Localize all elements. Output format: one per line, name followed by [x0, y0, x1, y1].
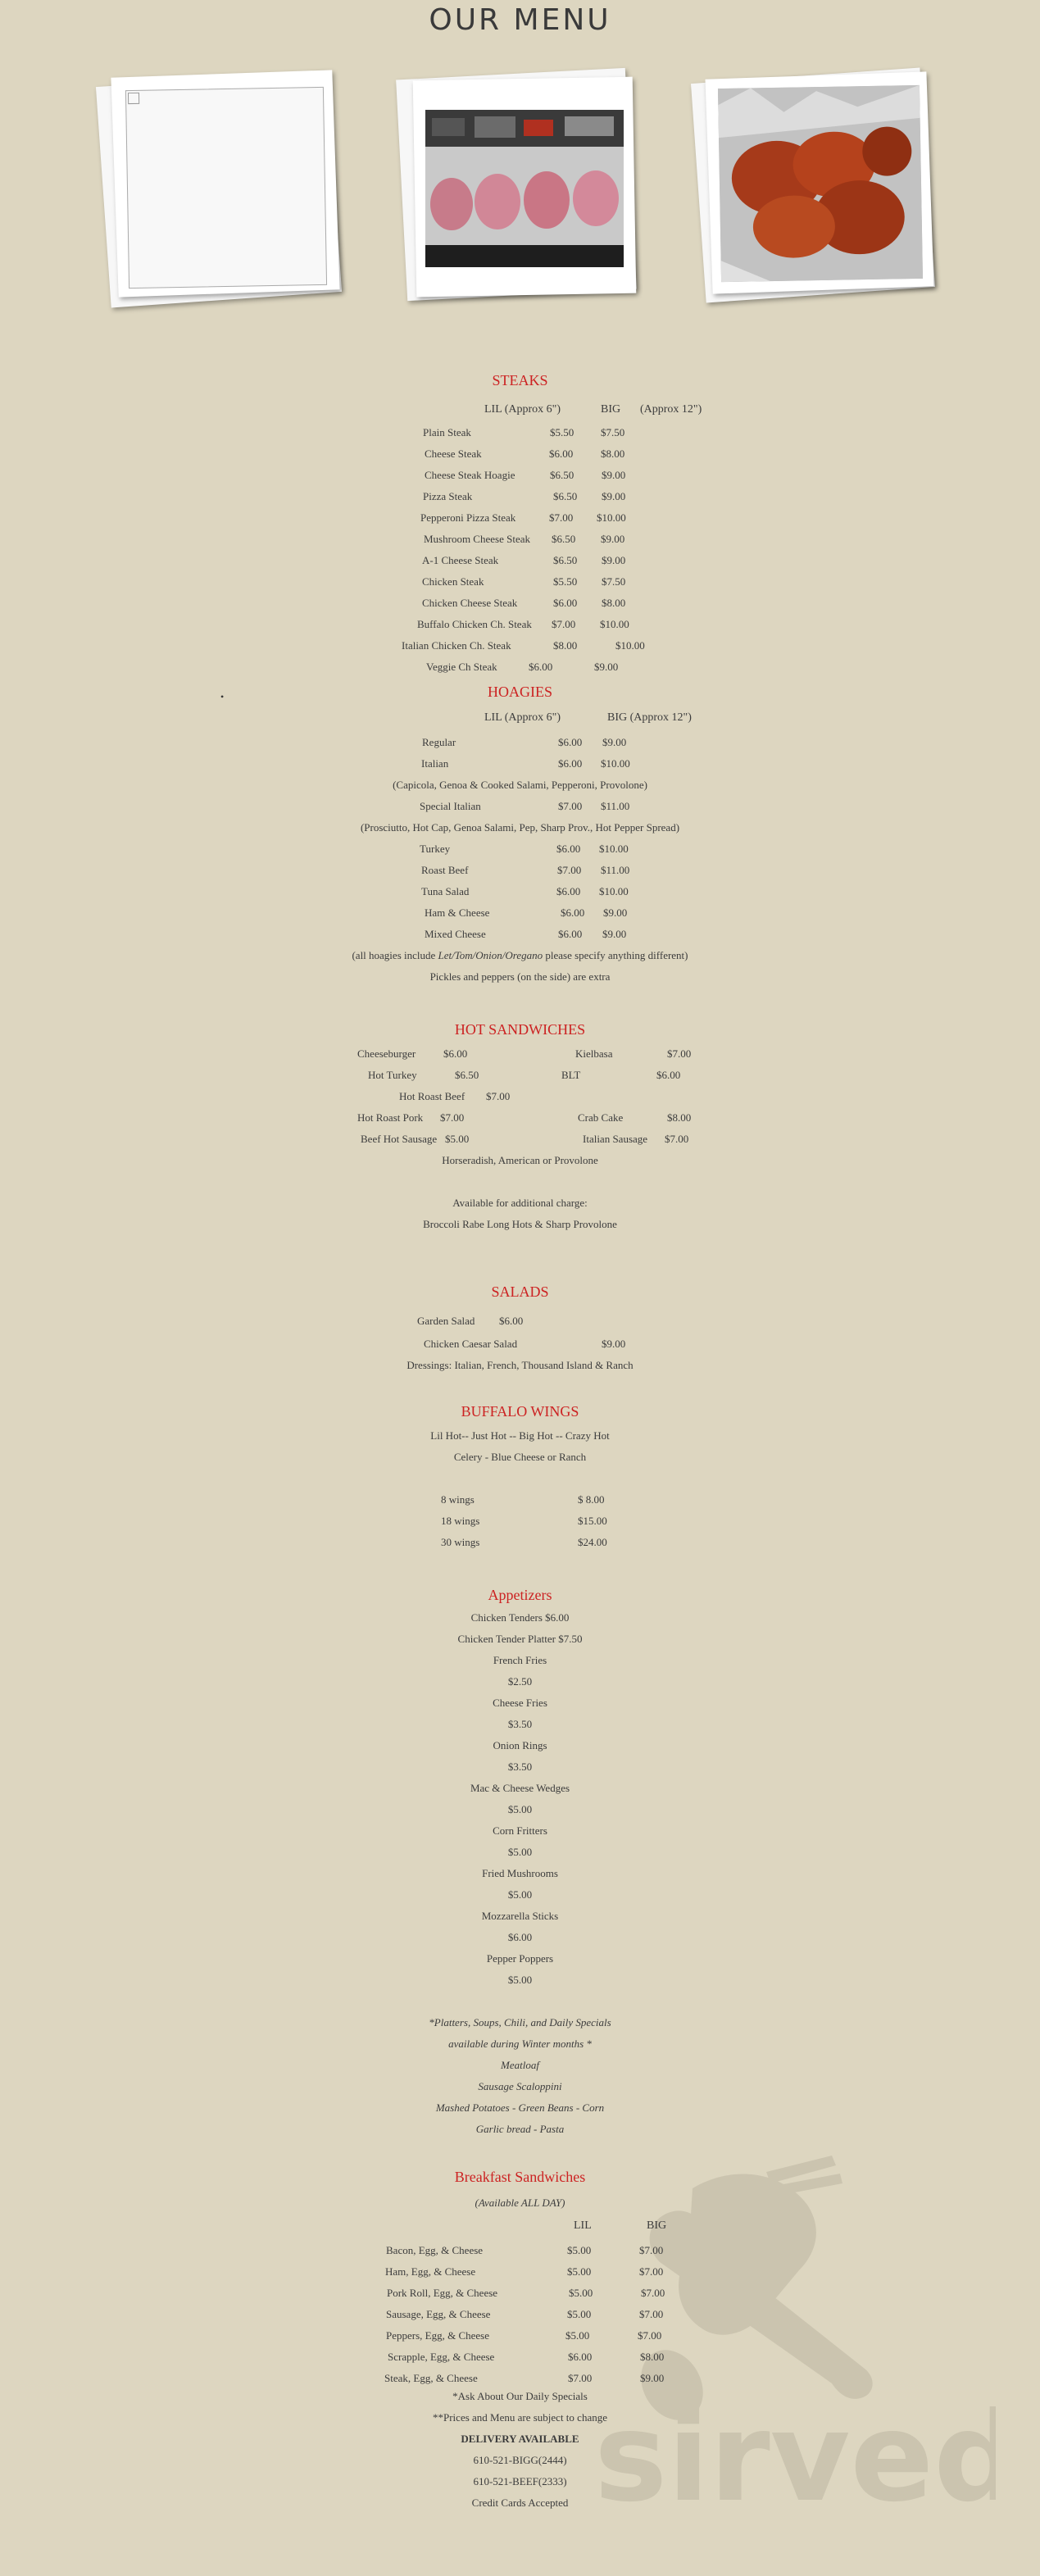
- menu-item-price-big: $8.00: [601, 448, 625, 460]
- menu-item-price: $7.00: [440, 1111, 465, 1124]
- appetizer-line: Cheese Fries: [493, 1697, 547, 1709]
- menu-item-name: Cheese Steak: [425, 448, 482, 460]
- menu-item-name: Hot Turkey: [368, 1069, 417, 1081]
- menu-item-name: Hot Roast Beef: [399, 1090, 466, 1102]
- menu-item-name: Buffalo Chicken Ch. Steak: [417, 618, 532, 630]
- menu-item-price-big: $11.00: [601, 864, 630, 876]
- hoagies-header-big: BIG (Approx 12"): [607, 711, 692, 724]
- menu-item-price-lil: $6.50: [552, 533, 576, 545]
- menu-item-price-lil: $7.00: [558, 800, 583, 812]
- special-italian-note: (Prosciutto, Hot Cap, Genoa Salami, Pep, Sharp Prov., Hot Pepper Spread): [360, 821, 680, 834]
- steak-tray-photo: [425, 110, 624, 267]
- appetizer-line: $2.50: [507, 1675, 533, 1688]
- menu-item-price-lil: $7.00: [549, 511, 574, 524]
- photo-placeholder: [125, 87, 327, 288]
- menu-item-name: Cheeseburger: [357, 1047, 416, 1060]
- buffalo-wings-photo: [718, 85, 923, 282]
- menu-item-name: Turkey: [420, 843, 451, 855]
- menu-item-price-big: $9.00: [594, 661, 619, 673]
- pickles-note: Pickles and peppers (on the side) are extra: [429, 970, 611, 983]
- phone-number-2[interactable]: 610-521-BEEF(2333): [473, 2475, 567, 2487]
- menu-item-name: Ham & Cheese: [425, 906, 490, 919]
- menu-item-name: Italian Sausage: [583, 1133, 648, 1145]
- menu-item-price-big: $9.00: [640, 2372, 665, 2384]
- menu-item-name: Chicken Caesar Salad: [424, 1338, 518, 1350]
- menu-item-price-big: $9.00: [601, 533, 625, 545]
- menu-item-price-lil: $5.00: [565, 2329, 590, 2342]
- menu-item-price-lil: $8.00: [553, 639, 578, 652]
- menu-item-price-big: $7.00: [639, 2308, 664, 2320]
- hoagies-header-lil: LIL (Approx 6"): [484, 711, 561, 724]
- menu-item-name: Special Italian: [420, 800, 481, 812]
- menu-item-price: $7.00: [667, 1047, 692, 1060]
- menu-item-price-big: $7.00: [641, 2287, 665, 2299]
- menu-item-name: BLT: [561, 1069, 581, 1081]
- prices-note: **Prices and Menu are subject to change: [433, 2411, 607, 2424]
- breakfast-heading: Breakfast Sandwiches: [454, 2169, 586, 2185]
- watermark-text: sirved: [594, 2387, 996, 2508]
- specials-line: Mashed Potatoes - Green Beans - Corn: [435, 2101, 605, 2114]
- appetizer-line: $5.00: [507, 1888, 533, 1901]
- menu-item-price-big: $10.00: [597, 511, 626, 524]
- menu-item-price-lil: $6.00: [558, 736, 583, 748]
- specials-line: available during Winter months *: [448, 2038, 592, 2050]
- phone-number-1[interactable]: 610-521-BIGG(2444): [473, 2454, 567, 2466]
- appetizer-line: Fried Mushrooms: [482, 1867, 558, 1879]
- menu-item-price-lil: $6.50: [553, 554, 578, 566]
- menu-item-name: Hot Roast Pork: [357, 1111, 424, 1124]
- menu-item-price-big: $7.00: [639, 2244, 664, 2256]
- menu-item-name: Pizza Steak: [423, 490, 473, 502]
- hoagie-includes-toppings: Let/Tom/Onion/Oregano: [438, 949, 543, 961]
- italian-hoagie-note: (Capicola, Genoa & Cooked Salami, Pepperoni, Provolone): [393, 779, 647, 791]
- breakfast-header-big: BIG: [647, 2219, 667, 2232]
- menu-item-price-lil: $6.50: [553, 490, 578, 502]
- menu-item-price-lil: $6.00: [556, 843, 581, 855]
- menu-item-price-big: $9.00: [602, 928, 627, 940]
- menu-item-price-big: $10.00: [615, 639, 645, 652]
- menu-item-price-lil: $6.00: [549, 448, 574, 460]
- menu-item-price-lil: $6.00: [568, 2351, 593, 2363]
- appetizer-line: Chicken Tenders $6.00: [470, 1611, 570, 1624]
- menu-item-price-big: $7.00: [639, 2265, 664, 2278]
- appetizer-line: $6.00: [507, 1931, 533, 1943]
- menu-item-price: $5.00: [445, 1133, 470, 1145]
- appetizer-line: Pepper Poppers: [486, 1952, 554, 1965]
- menu-item-name: A-1 Cheese Steak: [422, 554, 499, 566]
- steaks-header-lil: LIL (Approx 6"): [484, 403, 561, 416]
- menu-item-price-big: $9.00: [602, 490, 626, 502]
- hot-sandwiches-heading: HOT SANDWICHES: [454, 1021, 586, 1038]
- steaks-heading: STEAKS: [492, 372, 548, 388]
- menu-item-price-big: $10.00: [599, 843, 629, 855]
- menu-item-price-lil: $6.00: [558, 928, 583, 940]
- menu-item-price: $9.00: [602, 1338, 626, 1350]
- salads-heading: SALADS: [491, 1283, 549, 1300]
- cheese-options-note: Horseradish, American or Provolone: [442, 1154, 598, 1166]
- appetizer-line: $3.50: [507, 1760, 533, 1773]
- menu-item-name: Beef Hot Sausage: [361, 1133, 438, 1145]
- specials-line: Sausage Scaloppini: [478, 2080, 562, 2092]
- wings-heading: BUFFALO WINGS: [461, 1403, 579, 1420]
- appetizer-line: $5.00: [507, 1974, 533, 1986]
- additional-charge-label: Available for additional charge:: [452, 1197, 588, 1209]
- additional-charge-items: Broccoli Rabe Long Hots & Sharp Provolone: [423, 1218, 617, 1230]
- menu-item-name: Tuna Salad: [421, 885, 470, 897]
- menu-item-name: Regular: [422, 736, 456, 748]
- menu-item-name: 18 wings: [441, 1515, 480, 1527]
- appetizer-line: $3.50: [507, 1718, 533, 1730]
- menu-item-name: Roast Beef: [421, 864, 469, 876]
- wings-sides: Celery - Blue Cheese or Ranch: [453, 1451, 587, 1463]
- menu-item-price-big: $9.00: [603, 906, 628, 919]
- menu-item-price-lil: $5.50: [553, 575, 578, 588]
- specials-line: Garlic bread - Pasta: [475, 2123, 565, 2135]
- daily-specials-note: *Ask About Our Daily Specials: [452, 2390, 588, 2402]
- hoagie-includes-pre: (all hoagies include: [352, 949, 438, 961]
- menu-item-price: $6.50: [455, 1069, 479, 1081]
- menu-item-price-lil: $6.00: [558, 757, 583, 770]
- menu-item-price-big: $9.00: [602, 469, 626, 481]
- hoagie-includes-post: please specify anything different): [543, 949, 688, 961]
- appetizer-line: $5.00: [507, 1846, 533, 1858]
- delivery-note: DELIVERY AVAILABLE: [461, 2433, 579, 2445]
- appetizer-line: Onion Rings: [493, 1739, 547, 1751]
- menu-item-price-lil: $6.00: [529, 661, 553, 673]
- menu-item-price: $8.00: [667, 1111, 692, 1124]
- menu-item-price-lil: $5.00: [567, 2244, 592, 2256]
- wings-heat-levels: Lil Hot-- Just Hot -- Big Hot -- Crazy Hot: [430, 1429, 610, 1442]
- menu-item-name: Italian: [421, 757, 449, 770]
- menu-item-name: Bacon, Egg, & Cheese: [386, 2244, 484, 2256]
- menu-item-name: Ham, Egg, & Cheese: [385, 2265, 476, 2278]
- menu-item-price-big: $10.00: [599, 885, 629, 897]
- menu-item-price-big: $8.00: [602, 597, 626, 609]
- menu-item-name: Garden Salad: [417, 1315, 475, 1327]
- menu-item-price-lil: $6.00: [556, 885, 581, 897]
- menu-item-price-lil: $7.00: [552, 618, 576, 630]
- page-title: OUR MENU: [429, 3, 611, 37]
- menu-item-name: Chicken Cheese Steak: [422, 597, 518, 609]
- menu-item-name: Scrapple, Egg, & Cheese: [388, 2351, 495, 2363]
- breakfast-subtitle: (Available ALL DAY): [475, 2197, 565, 2209]
- menu-item-price: $6.00: [499, 1315, 524, 1327]
- menu-item-price-big: $10.00: [601, 757, 630, 770]
- hoagies-heading: HOAGIES: [488, 684, 552, 700]
- steaks-header-big-size: (Approx 12"): [640, 403, 702, 416]
- menu-item-price-big: $7.00: [638, 2329, 662, 2342]
- menu-item-price-lil: $6.00: [553, 597, 578, 609]
- menu-item-name: 8 wings: [441, 1493, 475, 1506]
- menu-item-price-big: $8.00: [640, 2351, 665, 2363]
- specials-line: Meatloaf: [501, 2059, 539, 2071]
- menu-item-name: 30 wings: [441, 1536, 480, 1548]
- appetizer-line: Mac & Cheese Wedges: [470, 1782, 570, 1794]
- menu-item-name: Mushroom Cheese Steak: [424, 533, 530, 545]
- menu-item-name: Mixed Cheese: [425, 928, 486, 940]
- specials-line: *Platters, Soups, Chili, and Daily Specials: [429, 2016, 611, 2029]
- menu-item-price: $7.00: [486, 1090, 511, 1102]
- steaks-header-big: BIG: [601, 403, 621, 416]
- menu-item-price-big: $11.00: [601, 800, 630, 812]
- menu-item-price-lil: $7.00: [557, 864, 582, 876]
- menu-item-price-big: $9.00: [602, 554, 626, 566]
- menu-item-name: Plain Steak: [423, 426, 471, 438]
- menu-item-name: Italian Chicken Ch. Steak: [402, 639, 511, 652]
- menu-item-name: Cheese Steak Hoagie: [425, 469, 515, 481]
- menu-item-name: Sausage, Egg, & Cheese: [386, 2308, 491, 2320]
- menu-item-price: $ 8.00: [578, 1493, 605, 1506]
- menu-item-price: $7.00: [665, 1133, 689, 1145]
- menu-item-price-lil: $5.00: [567, 2265, 592, 2278]
- stray-bullet: •: [220, 691, 225, 702]
- menu-item-price: $15.00: [578, 1515, 607, 1527]
- menu-item-price-lil: $6.00: [561, 906, 585, 919]
- menu-item-name: Pepperoni Pizza Steak: [420, 511, 516, 524]
- credit-cards-note: Credit Cards Accepted: [471, 2496, 569, 2509]
- menu-item-price-big: $9.00: [602, 736, 627, 748]
- menu-item-price: $24.00: [578, 1536, 607, 1548]
- appetizer-line: French Fries: [493, 1654, 547, 1666]
- menu-item-price-lil: $5.00: [567, 2308, 592, 2320]
- broken-image-icon: [128, 93, 139, 104]
- menu-item-price-lil: $5.50: [550, 426, 574, 438]
- menu-item-price: $6.00: [656, 1069, 681, 1081]
- menu-item-price-big: $7.50: [602, 575, 626, 588]
- menu-item-name: Peppers, Egg, & Cheese: [386, 2329, 490, 2342]
- appetizer-line: Corn Fritters: [493, 1824, 547, 1837]
- menu-item-price-lil: $5.00: [569, 2287, 593, 2299]
- menu-item-name: Chicken Steak: [422, 575, 484, 588]
- breakfast-header-lil: LIL: [574, 2219, 592, 2232]
- menu-item-price-big: $7.50: [601, 426, 625, 438]
- menu-item-name: Pork Roll, Egg, & Cheese: [387, 2287, 498, 2299]
- menu-item-name: Steak, Egg, & Cheese: [384, 2372, 478, 2384]
- appetizer-line: $5.00: [507, 1803, 533, 1815]
- menu-item-price-lil: $7.00: [568, 2372, 593, 2384]
- menu-item-price-lil: $6.50: [550, 469, 574, 481]
- menu-item-name: Veggie Ch Steak: [426, 661, 497, 673]
- appetizer-line: Mozzarella Sticks: [481, 1910, 559, 1922]
- menu-item-price: $6.00: [443, 1047, 468, 1060]
- menu-item-name: Kielbasa: [575, 1047, 613, 1060]
- dressings-note: Dressings: Italian, French, Thousand Island & Ranch: [406, 1359, 634, 1371]
- hoagie-includes-note: [0, 949, 1040, 962]
- menu-item-price-big: $10.00: [600, 618, 629, 630]
- appetizer-line: Chicken Tender Platter $7.50: [457, 1633, 583, 1645]
- appetizers-heading: Appetizers: [488, 1587, 552, 1603]
- menu-item-name: Crab Cake: [578, 1111, 624, 1124]
